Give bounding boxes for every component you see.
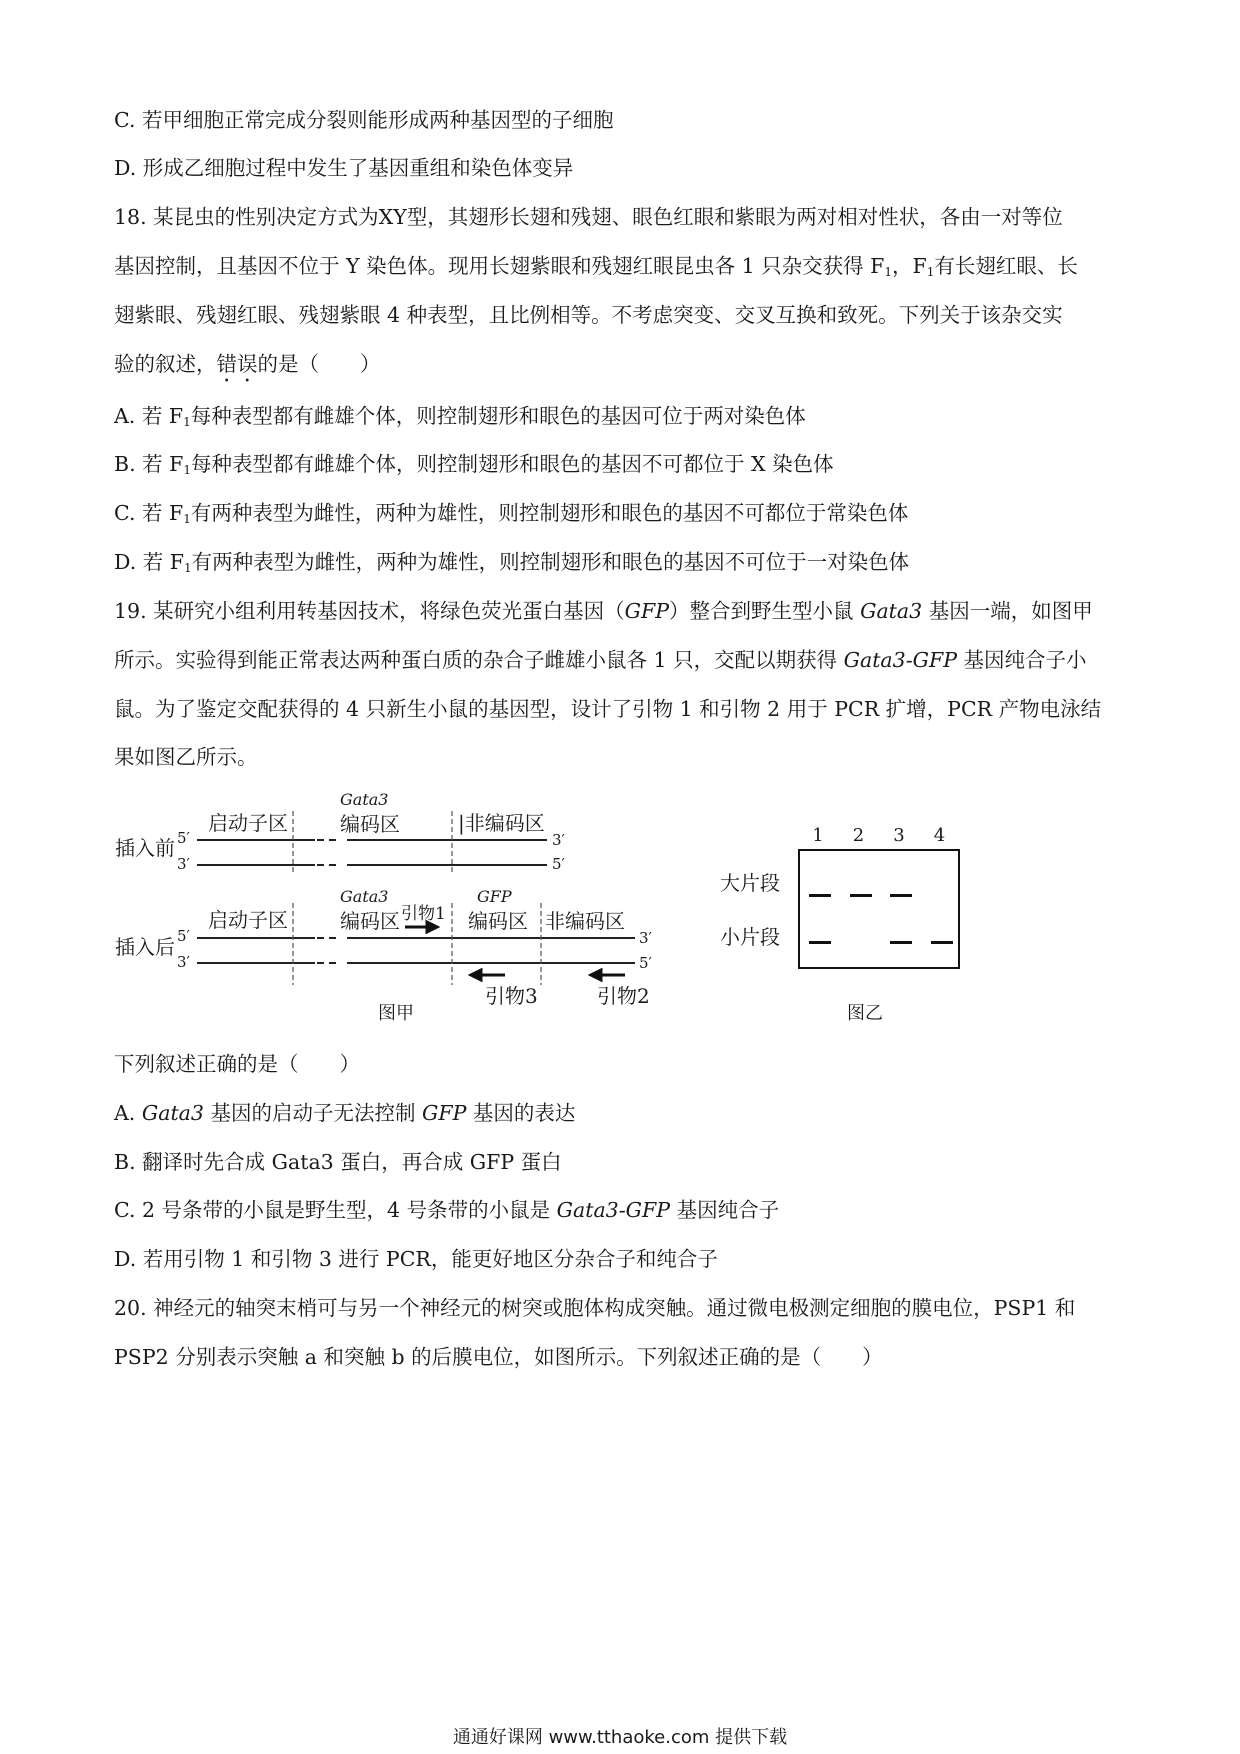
five-prime-label: 5′ — [552, 855, 565, 873]
primer2-label: 引物2 — [597, 984, 650, 1008]
large-fragment-label: 大片段 — [720, 871, 780, 895]
footer-source: 通通好课网 www.tthaoke.com 提供下载 — [452, 1727, 788, 1748]
lane-number-label: 2 — [852, 825, 865, 846]
q19-option-a: A. Gata3 基因的启动子无法控制 GFP 基因的表达 — [114, 1101, 576, 1125]
q18-option-b: B. 若 $F_1$每种表型都有雌雄个体，则控制翅形和眼色的基因不可都位于 X 染色体 — [114, 452, 834, 477]
noncoding-region-label: |非编码区 — [458, 811, 545, 835]
small-fragment-band — [890, 941, 912, 944]
q18-stem-line2: 基因控制，且基因不位于 Y 染色体。现用长翅紫眼和残翅红眼昆虫各 1 只杂交获得 $F_1$，$F_1$有长翅红眼、长 — [114, 254, 1078, 279]
large-fragment-band — [809, 894, 831, 897]
figure-b-gel — [720, 825, 980, 975]
q17-option-d: D. 形成乙细胞过程中发生了基因重组和染色体变异 — [114, 156, 574, 180]
q19-stem-line2: 所示。实验得到能正常表达两种蛋白质的杂合子雌雄小鼠各 1 只，交配以期获得 Gata3-GFP 基因纯合子小 — [114, 648, 1087, 672]
small-fragment-band — [809, 941, 831, 944]
five-prime-label: 5′ — [177, 927, 190, 945]
large-fragment-band — [890, 894, 912, 897]
coding-region-label: 编码区 — [340, 812, 400, 836]
q20-stem-line1: 20. 神经元的轴突末梢可与另一个神经元的树突或胞体构成突触。通过微电极测定细胞的膜电位，PSP1 和 — [114, 1296, 1076, 1320]
lane-number-label: 1 — [812, 825, 824, 846]
promoter-region-label: 启动子区 — [208, 908, 288, 932]
promoter-region-label: 启动子区 — [208, 811, 288, 835]
gel-box — [798, 849, 960, 969]
q18-option-c: C. 若 $F_1$有两种表型为雌性，两种为雄性，则控制翅形和眼色的基因不可都位于常染色体 — [114, 501, 909, 526]
lane-number-label: 4 — [933, 825, 946, 846]
figure-a-caption: 图甲 — [378, 1003, 414, 1024]
three-prime-label: 3′ — [177, 953, 190, 971]
primer3-label: 引物3 — [485, 984, 538, 1008]
three-prime-label: 3′ — [639, 929, 652, 947]
three-prime-label: 3′ — [552, 831, 565, 849]
gfp-label: GFP — [477, 887, 512, 906]
primer1-label: 引物1 — [401, 904, 446, 924]
coding-region-label: 编码区 — [340, 909, 400, 933]
q18-stem-line4: 验的叙述，错误的是（ ） — [114, 352, 381, 376]
noncoding-region-label: 非编码区 — [545, 909, 625, 933]
before-insertion-label: 插入前 — [115, 836, 175, 860]
q19-option-d: D. 若用引物 1 和引物 3 进行 PCR，能更好地区分杂合子和纯合子 — [114, 1247, 718, 1271]
gata3-label: Gata3 — [340, 887, 389, 906]
emphasis-wrong: 错误 — [216, 352, 258, 376]
q19-stem-line4: 果如图乙所示。 — [114, 745, 258, 769]
q19-stem-line3: 鼠。为了鉴定交配获得的 4 只新生小鼠的基因型，设计了引物 1 和引物 2 用于 PCR 扩增，PCR 产物电泳结 — [114, 697, 1102, 721]
five-prime-label: 5′ — [639, 954, 652, 972]
q19-stem-line1: 19. 某研究小组利用转基因技术，将绿色荧光蛋白基因（GFP）整合到野生型小鼠 Gata3 基因一端，如图甲 — [114, 599, 1093, 623]
after-insertion-label: 插入后 — [115, 935, 175, 959]
figure-a-gene-diagram — [115, 785, 675, 1025]
lane-number-label: 3 — [893, 825, 905, 846]
coding-region-label: 编码区 — [468, 909, 528, 933]
q20-stem-line2: PSP2 分别表示突触 a 和突触 b 的后膜电位，如图所示。下列叙述正确的是（ ） — [114, 1345, 883, 1369]
figure-b-caption: 图乙 — [847, 1003, 883, 1024]
gata3-label: Gata3 — [340, 790, 389, 809]
q18-stem-line3: 翅紫眼、残翅红眼、残翅紫眼 4 种表型，且比例相等。不考虑突变、交叉互换和致死。下列关于该杂交实 — [114, 303, 1063, 327]
q18-option-d: D. 若 $F_1$有两种表型为雌性，两种为雄性，则控制翅形和眼色的基因不可位于一对染色体 — [114, 550, 910, 575]
small-fragment-label: 小片段 — [720, 925, 780, 949]
q18-option-a: A. 若 $F_1$每种表型都有雌雄个体，则控制翅形和眼色的基因可位于两对染色体 — [114, 404, 806, 429]
q18-stem-line1: 18. 某昆虫的性别决定方式为XY型，其翅形长翅和残翅、眼色红眼和紫眼为两对相对性状，各由一对等位 — [114, 205, 1063, 229]
q19-option-c: C. 2 号条带的小鼠是野生型，4 号条带的小鼠是 Gata3-GFP 基因纯合子 — [114, 1198, 780, 1222]
five-prime-label: 5′ — [177, 829, 190, 847]
small-fragment-band — [931, 941, 953, 944]
large-fragment-band — [850, 894, 872, 897]
q17-option-c: C. 若甲细胞正常完成分裂则能形成两种基因型的子细胞 — [114, 108, 614, 132]
q19-question: 下列叙述正确的是（ ） — [114, 1052, 360, 1076]
three-prime-label: 3′ — [177, 855, 190, 873]
q19-option-b: B. 翻译时先合成 Gata3 蛋白，再合成 GFP 蛋白 — [114, 1150, 562, 1174]
